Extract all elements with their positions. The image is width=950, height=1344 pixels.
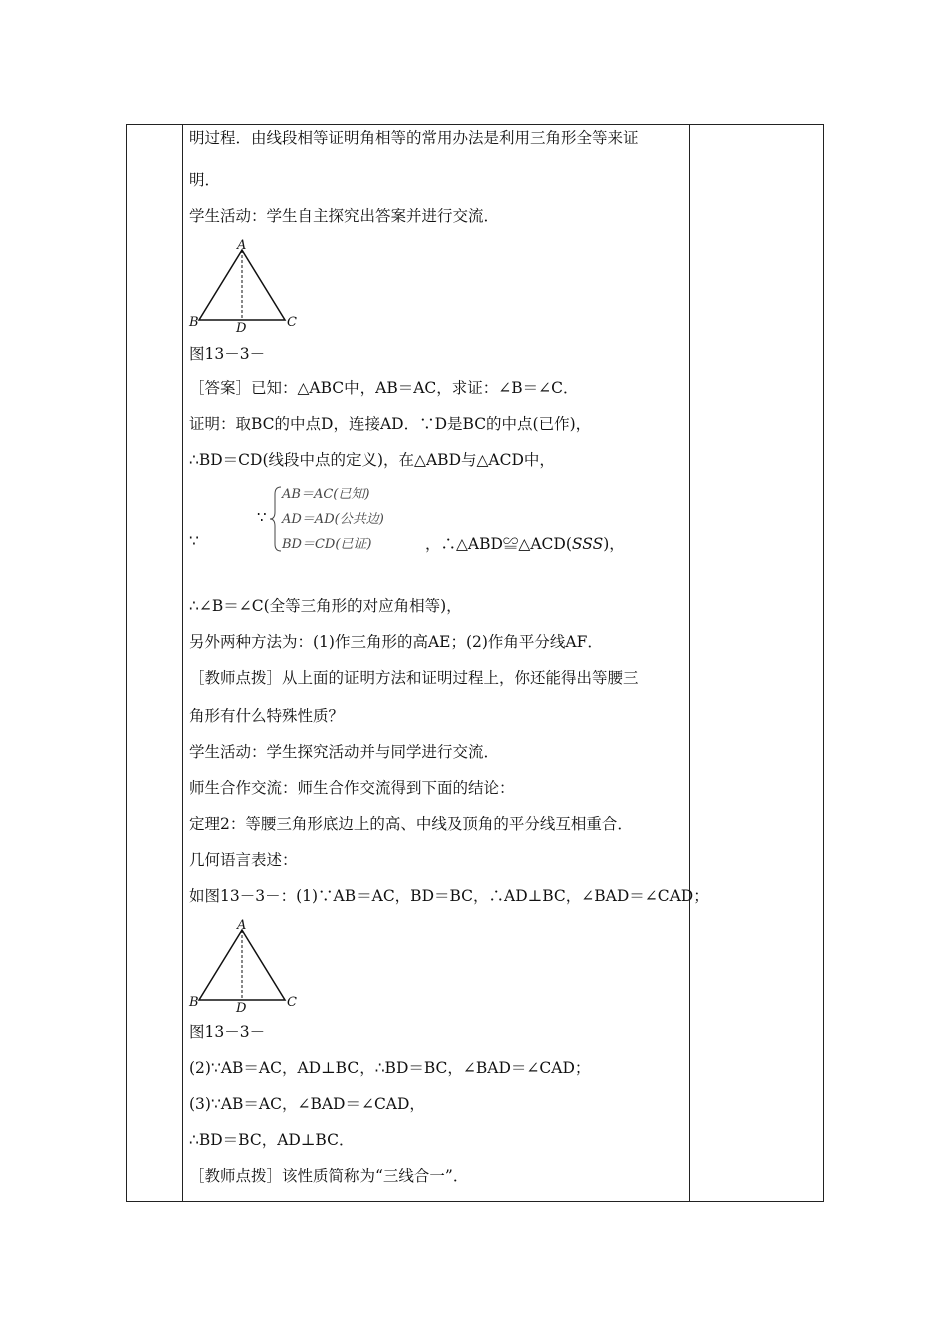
table-column-divider: [689, 125, 690, 1201]
because-symbol: ∵: [189, 532, 199, 550]
text-line: 明过程．由线段相等证明角相等的常用办法是利用三角形全等来证: [189, 129, 639, 147]
vertex-label-a: A: [237, 918, 247, 933]
proof-brace-block: [189, 482, 689, 556]
brace-conditions: [282, 482, 384, 557]
point-label-d: D: [236, 321, 247, 334]
text-line: ［答案］已知：△ABC中，AB＝AC，求证：∠B＝∠C．: [189, 379, 579, 397]
text-line: 师生合作交流：师生合作交流得到下面的结论：: [189, 779, 515, 797]
text-line: ［教师点拨］从上面的证明方法和证明过程上，你还能得出等腰三: [189, 669, 639, 687]
text-line: 学生活动：学生探究活动并与同学进行交流．: [189, 743, 500, 761]
text-line: 证明：取BC的中点D，连接AD．∵D是BC的中点(已作)，: [189, 415, 592, 433]
text-line: 另外两种方法为：(1)作三角形的高AE；(2)作角平分线AF．: [189, 633, 603, 651]
vertex-label-b: B: [189, 995, 199, 1010]
text-line: (3)∵AB＝AC，∠BAD＝∠CAD，: [189, 1095, 425, 1113]
text-line: 定理2：等腰三角形底边上的高、中线及顶角的平分线互相重合．: [189, 815, 633, 833]
brace-item: BD＝CD(已证): [282, 537, 372, 552]
brace-item: AD＝AD(公共边): [282, 512, 384, 527]
text-line: 学生活动：学生自主探究出答案并进行交流．: [189, 207, 500, 225]
text-line: 明．: [189, 171, 221, 189]
congruence-conclusion: ，∴△ABD≌△ACD(SSS)，: [425, 535, 625, 553]
figure-caption: 图13－3－: [189, 345, 266, 363]
vertex-label-a: A: [237, 238, 247, 253]
text-line: (2)∵AB＝AC，AD⊥BC，∴BD＝BC，∠BAD＝∠CAD；: [189, 1059, 591, 1077]
brace-because-symbol: ∵: [257, 508, 267, 526]
brace-icon: [269, 486, 283, 552]
vertex-label-b: B: [189, 315, 199, 330]
triangle-figure-2: [187, 918, 307, 1018]
vertex-label-c: C: [287, 315, 297, 330]
text-line: ∴∠B＝∠C(全等三角形的对应角相等)，: [189, 597, 462, 615]
figure-caption: 图13－3－: [189, 1023, 266, 1041]
vertex-label-c: C: [287, 995, 297, 1010]
text-line: 几何语言表述：: [189, 851, 298, 869]
text-line: 角形有什么特殊性质？: [189, 707, 345, 725]
text-line: ∴BD＝CD(线段中点的定义)，在△ABD与△ACD中，: [189, 451, 555, 469]
text-line: 如图13－3－：(1)∵AB＝AC，BD＝BC，∴AD⊥BC，∠BAD＝∠CAD；: [189, 887, 709, 905]
brace-item: AB＝AC(已知): [282, 487, 370, 502]
triangle-figure-1: [187, 238, 307, 338]
point-label-d: D: [236, 1001, 247, 1014]
text-line: ［教师点拨］该性质简称为“三线合一”．: [189, 1167, 469, 1185]
table-column-divider: [182, 125, 183, 1201]
text-line: ∴BD＝BC，AD⊥BC．: [189, 1131, 355, 1149]
